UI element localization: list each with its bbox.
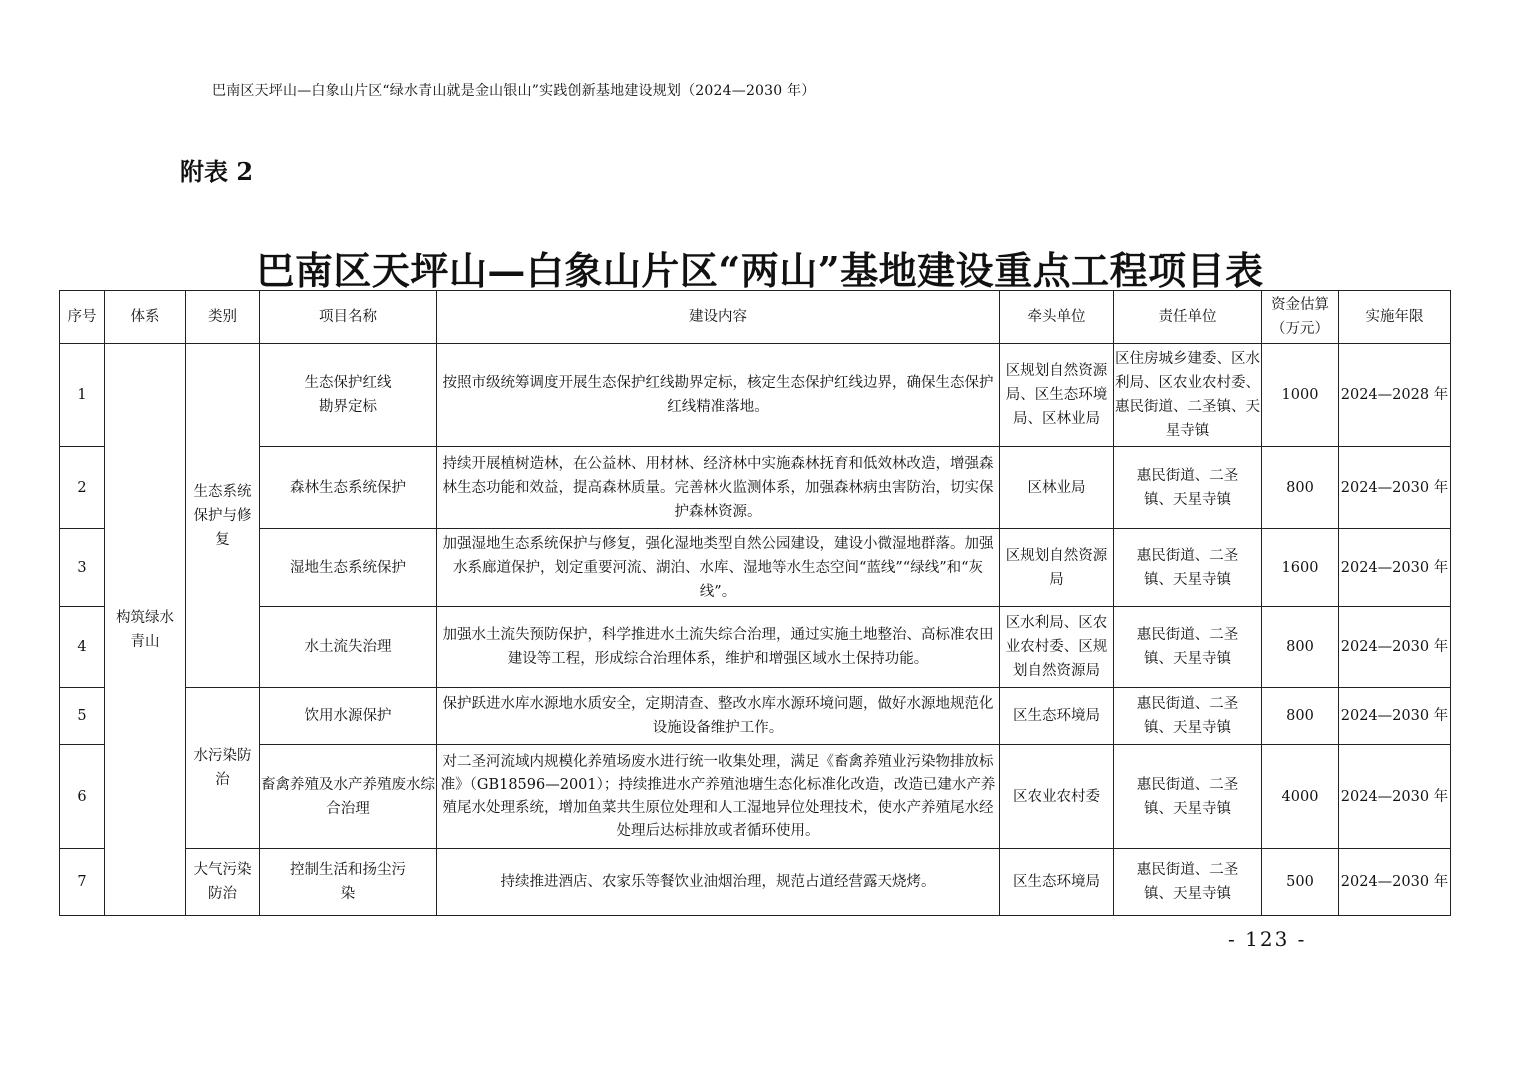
annex-label: 附表 2 xyxy=(180,157,254,186)
table-row xyxy=(60,849,1451,916)
cell-responsible-unit: 惠民街道、二圣镇、天星寺镇 xyxy=(1114,849,1262,916)
cell-years: 2024—2030 年 xyxy=(1339,849,1451,916)
project-table xyxy=(59,290,1451,916)
cell-content: 保护跃进水库水源地水质安全，定期清查、整改水库水源环境问题，做好水源地规范化设施设备维护工作。 xyxy=(437,688,1000,745)
cell-project-name: 控制生活和扬尘污染 xyxy=(260,849,437,916)
cell-content: 按照市级统筹调度开展生态保护红线勘界定标，核定生态保护红线边界，确保生态保护红线精准落地。 xyxy=(437,344,1000,447)
running-header: 巴南区天坪山—白象山片区“绿水青山就是金山银山”实践创新基地建设规划（2024—2030 年） xyxy=(212,83,816,99)
cell-content: 加强湿地生态系统保护与修复，强化湿地类型自然公园建设，建设小微湿地群落。加强水系廊道保护，划定重要河流、湖泊、水库、湿地等水生态空间“蓝线”“绿线”和“灰线”。 xyxy=(437,529,1000,607)
cell-category: 生态系统保护与修复 xyxy=(186,344,260,688)
cell-fund: 800 xyxy=(1262,447,1339,529)
cell-lead-unit: 区规划自然资源局 xyxy=(1000,529,1114,607)
cell-lead-unit: 区生态环境局 xyxy=(1000,849,1114,916)
cell-lead-unit: 区林业局 xyxy=(1000,447,1114,529)
cell-fund: 800 xyxy=(1262,607,1339,688)
table-row xyxy=(60,344,1451,447)
cell-years: 2024—2030 年 xyxy=(1339,447,1451,529)
table-row xyxy=(60,688,1451,745)
cell-project-name: 森林生态系统保护 xyxy=(260,447,437,529)
cell-responsible-unit: 惠民街道、二圣镇、天星寺镇 xyxy=(1114,688,1262,745)
col-header-responsible-unit: 责任单位 xyxy=(1114,291,1262,344)
cell-responsible-unit: 惠民街道、二圣镇、天星寺镇 xyxy=(1114,447,1262,529)
cell-years: 2024—2030 年 xyxy=(1339,745,1451,849)
cell-project-name: 湿地生态系统保护 xyxy=(260,529,437,607)
cell-project-name: 生态保护红线勘界定标 xyxy=(260,344,437,447)
col-header-content: 建设内容 xyxy=(437,291,1000,344)
cell-no: 4 xyxy=(60,607,105,688)
cell-lead-unit: 区生态环境局 xyxy=(1000,688,1114,745)
cell-project-name: 畜禽养殖及水产养殖废水综合治理 xyxy=(260,745,437,849)
cell-lead-unit: 区水利局、区农业农村委、区规划自然资源局 xyxy=(1000,607,1114,688)
page-number: - 123 - xyxy=(1228,927,1307,951)
cell-system: 构筑绿水青山 xyxy=(105,344,186,916)
cell-years: 2024—2028 年 xyxy=(1339,344,1451,447)
table-row xyxy=(60,529,1451,607)
col-header-project-name: 项目名称 xyxy=(260,291,437,344)
cell-responsible-unit: 区住房城乡建委、区水利局、区农业农村委、惠民街道、二圣镇、天星寺镇 xyxy=(1114,344,1262,447)
cell-category: 大气污染防治 xyxy=(186,849,260,916)
cell-lead-unit: 区农业农村委 xyxy=(1000,745,1114,849)
col-header-system: 体系 xyxy=(105,291,186,344)
table-row xyxy=(60,745,1451,849)
table-row xyxy=(60,447,1451,529)
col-header-no: 序号 xyxy=(60,291,105,344)
cell-no: 6 xyxy=(60,745,105,849)
cell-category: 水污染防治 xyxy=(186,688,260,849)
cell-years: 2024—2030 年 xyxy=(1339,607,1451,688)
cell-no: 5 xyxy=(60,688,105,745)
cell-fund: 4000 xyxy=(1262,745,1339,849)
cell-responsible-unit: 惠民街道、二圣镇、天星寺镇 xyxy=(1114,529,1262,607)
col-header-category: 类别 xyxy=(186,291,260,344)
cell-project-name: 水土流失治理 xyxy=(260,607,437,688)
table-header-row xyxy=(60,291,1451,344)
cell-no: 2 xyxy=(60,447,105,529)
cell-fund: 500 xyxy=(1262,849,1339,916)
cell-years: 2024—2030 年 xyxy=(1339,529,1451,607)
cell-content: 加强水土流失预防保护，科学推进水土流失综合治理，通过实施土地整治、高标准农田建设等工程，形成综合治理体系，维护和增强区域水土保持功能。 xyxy=(437,607,1000,688)
cell-project-name: 饮用水源保护 xyxy=(260,688,437,745)
cell-responsible-unit: 惠民街道、二圣镇、天星寺镇 xyxy=(1114,607,1262,688)
col-header-fund: 资金估算（万元） xyxy=(1262,291,1339,344)
col-header-years: 实施年限 xyxy=(1339,291,1451,344)
col-header-lead-unit: 牵头单位 xyxy=(1000,291,1114,344)
cell-fund: 800 xyxy=(1262,688,1339,745)
cell-content: 对二圣河流域内规模化养殖场废水进行统一收集处理，满足《畜禽养殖业污染物排放标准》（GB18596—2001）；持续推进水产养殖池塘生态化标准化改造，改造已建水产养殖尾水处理系统，增加鱼菜共生原位处理和人工湿地异位处理技术，使水产养殖尾水经处理后达标排放或者循环使用。 xyxy=(437,745,1000,849)
cell-content: 持续推进酒店、农家乐等餐饮业油烟治理，规范占道经营露天烧烤。 xyxy=(437,849,1000,916)
cell-no: 7 xyxy=(60,849,105,916)
cell-fund: 1600 xyxy=(1262,529,1339,607)
cell-fund: 1000 xyxy=(1262,344,1339,447)
cell-lead-unit: 区规划自然资源局、区生态环境局、区林业局 xyxy=(1000,344,1114,447)
cell-no: 1 xyxy=(60,344,105,447)
cell-content: 持续开展植树造林，在公益林、用材林、经济林中实施森林抚育和低效林改造，增强森林生态功能和效益，提高森林质量。完善林火监测体系，加强森林病虫害防治，切实保护森林资源。 xyxy=(437,447,1000,529)
cell-years: 2024—2030 年 xyxy=(1339,688,1451,745)
table-row xyxy=(60,607,1451,688)
cell-responsible-unit: 惠民街道、二圣镇、天星寺镇 xyxy=(1114,745,1262,849)
cell-no: 3 xyxy=(60,529,105,607)
table-title: 巴南区天坪山—白象山片区“两山”基地建设重点工程项目表 xyxy=(256,248,1264,293)
